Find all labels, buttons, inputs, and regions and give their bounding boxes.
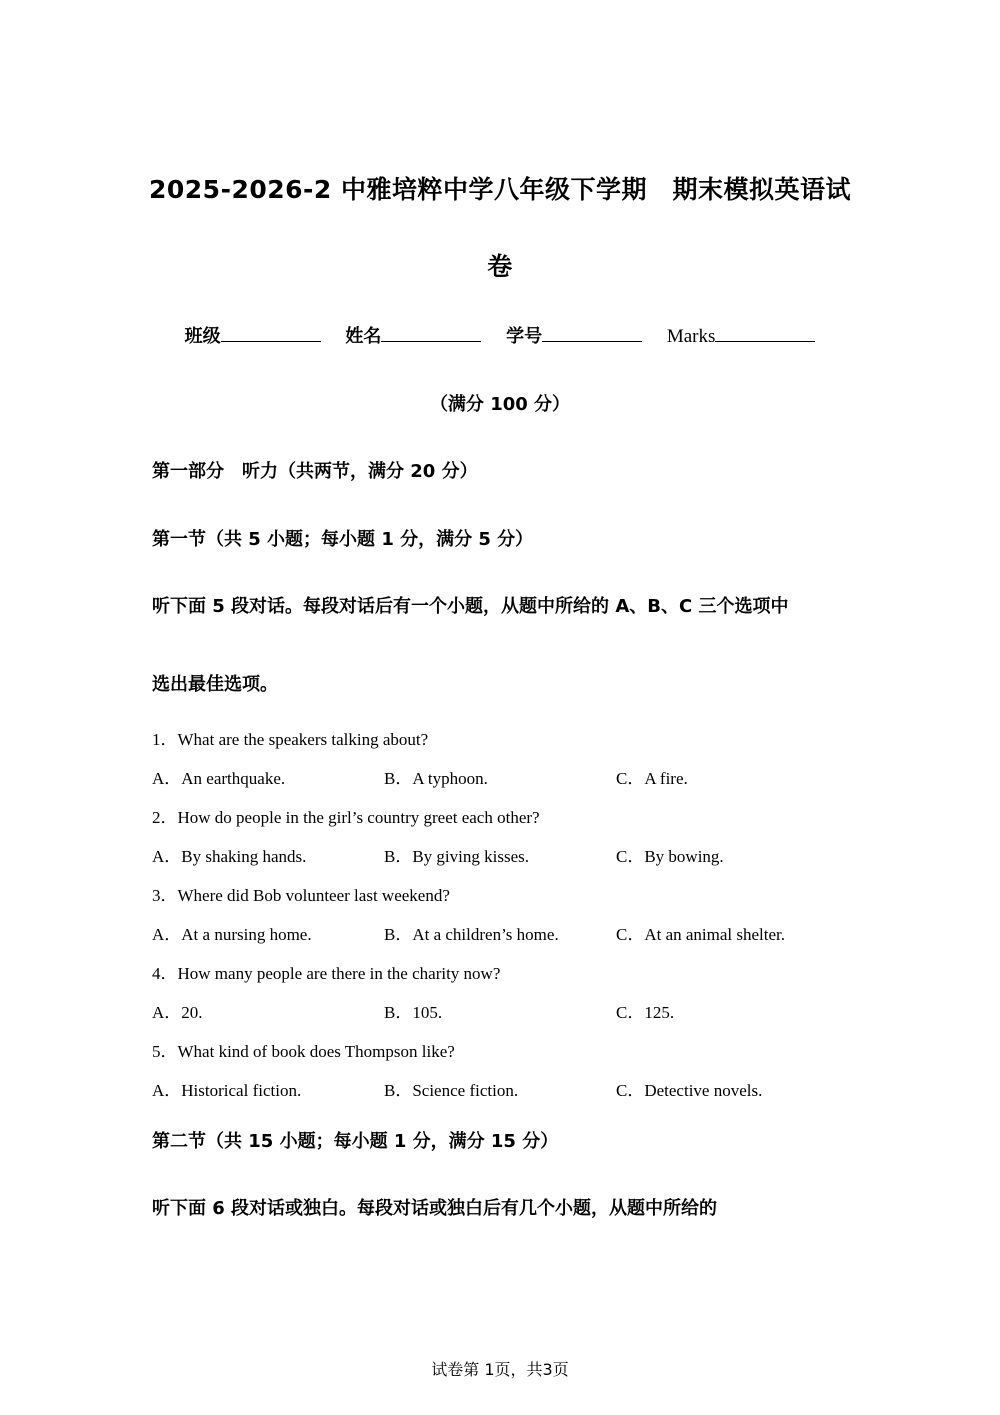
question-2-stem: 2．How do people in the girl’s country greet each other?	[152, 808, 540, 827]
question-5-stem: 5．What kind of book does Thompson like?	[152, 1042, 455, 1061]
part-1-heading: 第一部分 听力（共两节，满分 20 分）	[152, 461, 478, 482]
name-blank	[381, 323, 481, 342]
class-blank	[221, 323, 321, 342]
question-5-option-a: A．Historical fiction.	[152, 1081, 302, 1100]
question-4-option-a: A．20.	[152, 1003, 203, 1022]
section-1-instruction-line-1: 听下面 5 段对话。每段对话后有一个小题，从题中所给的 A、B、C 三个选项中	[152, 596, 789, 617]
question-1-option-b: B．A typhoon.	[384, 769, 488, 788]
student-id-field	[506, 322, 642, 348]
question-3-stem: 3．Where did Bob volunteer last weekend?	[152, 886, 450, 905]
student-info-row	[0, 322, 1000, 348]
student-id-blank	[542, 323, 642, 342]
marks-field	[667, 323, 816, 348]
full-mark-note: （满分 100 分）	[429, 394, 571, 415]
question-5-option-b: B．Science fiction.	[384, 1081, 519, 1100]
name-label: 姓名	[345, 326, 382, 347]
question-3-option-c: C．At an animal shelter.	[616, 925, 786, 944]
marks-blank	[715, 323, 815, 342]
section-1-instruction-line-2: 选出最佳选项。	[152, 674, 278, 695]
class-label: 班级	[184, 326, 221, 347]
question-1-stem: 1．What are the speakers talking about?	[152, 730, 429, 749]
name-field	[345, 322, 481, 348]
page-footer: 试卷第 1页，共3页	[431, 1360, 569, 1379]
question-4-option-b: B．105.	[384, 1003, 443, 1022]
section-1-heading: 第一节（共 5 小题；每小题 1 分，满分 5 分）	[152, 529, 534, 550]
question-2-option-c: C．By bowing.	[616, 847, 724, 866]
exam-title-line-1: 2025-2026-2 中雅培粹中学八年级下学期 期末模拟英语试	[148, 175, 851, 204]
question-3-option-b: B．At a children’s home.	[384, 925, 559, 944]
marks-label: Marks	[666, 326, 716, 347]
question-1-option-c: C．A fire.	[616, 769, 688, 788]
question-5-option-c: C．Detective novels.	[616, 1081, 763, 1100]
exam-title-line-2: 卷	[487, 252, 513, 281]
section-2-instruction: 听下面 6 段对话或独白。每段对话或独白后有几个小题，从题中所给的	[152, 1198, 718, 1219]
question-4-stem: 4．How many people are there in the charity now?	[152, 964, 501, 983]
question-2-option-b: B．By giving kisses.	[384, 847, 529, 866]
section-2-heading: 第二节（共 15 小题；每小题 1 分，满分 15 分）	[152, 1131, 559, 1152]
question-2-option-a: A．By shaking hands.	[152, 847, 307, 866]
question-1-option-a: A．An earthquake.	[152, 769, 286, 788]
question-3-option-a: A．At a nursing home.	[152, 925, 312, 944]
question-4-option-c: C．125.	[616, 1003, 675, 1022]
student-id-label: 学号	[506, 326, 543, 347]
class-field	[185, 322, 321, 348]
